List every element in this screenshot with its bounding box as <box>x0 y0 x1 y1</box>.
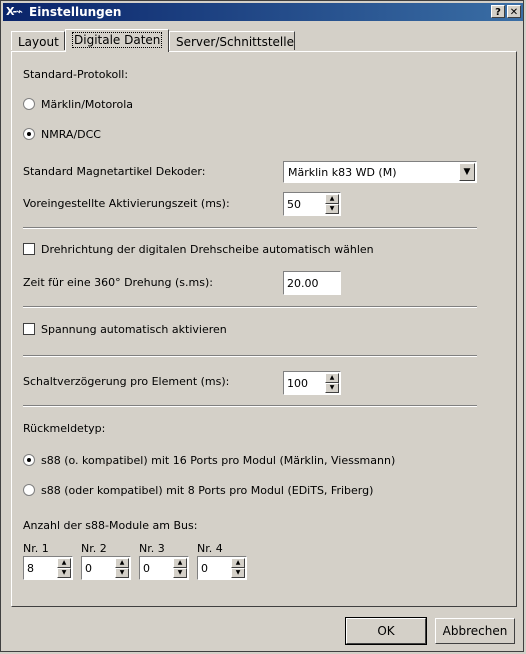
module-value: 8 <box>27 562 34 575</box>
radio-label: Märklin/Motorola <box>41 98 133 111</box>
module-label: Nr. 4 <box>197 542 223 555</box>
app-logo-icon: X-⌁ <box>6 5 22 18</box>
radio-label: s88 (o. kompatibel) mit 16 Ports pro Modul (Märklin, Viessmann) <box>41 454 396 467</box>
radio-maerklin-motorola[interactable] <box>23 98 35 110</box>
power-checkbox-label: Spannung automatisch aktivieren <box>41 323 227 336</box>
chevron-down-icon[interactable]: ▼ <box>459 163 475 181</box>
turntable-checkbox-label: Drehrichtung der digitalen Drehscheibe automatisch wählen <box>41 243 374 256</box>
module-label: Nr. 1 <box>23 542 49 555</box>
spin-up-icon[interactable]: ▲ <box>57 558 71 568</box>
close-icon[interactable]: ✕ <box>507 5 521 18</box>
tab-digitale-daten[interactable] <box>65 29 169 52</box>
radio-label: NMRA/DCC <box>41 128 101 141</box>
radio-selected-dot <box>27 458 31 462</box>
tab-layout[interactable] <box>11 31 65 50</box>
power-checkbox[interactable] <box>23 323 35 335</box>
radio-s88-8[interactable] <box>23 484 35 496</box>
cancel-button[interactable]: Abbrechen <box>435 618 515 644</box>
activation-spinbox[interactable] <box>283 192 341 216</box>
separator <box>23 306 477 308</box>
window-title: Einstellungen <box>29 5 122 19</box>
modules-heading: Anzahl der s88-Module am Bus: <box>23 519 198 532</box>
radio-label: s88 (oder kompatibel) mit 8 Ports pro Modul (EDiTS, Friberg) <box>41 484 374 497</box>
spin-down-icon[interactable]: ▼ <box>231 568 245 578</box>
protocol-heading: Standard-Protokoll: <box>23 68 129 81</box>
spin-up-icon[interactable]: ▲ <box>115 558 129 568</box>
turntable-time-value: 20.00 <box>287 277 319 290</box>
spin-up-icon[interactable]: ▲ <box>325 373 339 383</box>
activation-label: Voreingestellte Aktivierungszeit (ms): <box>23 197 230 210</box>
tab-label: Layout <box>18 35 59 49</box>
turntable-checkbox[interactable] <box>23 243 35 255</box>
feedback-heading: Rückmeldetyp: <box>23 422 106 435</box>
spin-down-icon[interactable]: ▼ <box>173 568 187 578</box>
spin-up-icon[interactable]: ▲ <box>231 558 245 568</box>
switch-delay-value: 100 <box>287 377 308 390</box>
module-3-spinbox[interactable] <box>139 556 189 580</box>
tab-label: Server/Schnittstelle <box>176 35 294 49</box>
decoder-value: Märklin k83 WD (M) <box>288 166 397 179</box>
spin-up-icon[interactable]: ▲ <box>173 558 187 568</box>
module-4-spinbox[interactable] <box>197 556 247 580</box>
module-value: 0 <box>201 562 208 575</box>
activation-value: 50 <box>287 198 301 211</box>
spin-down-icon[interactable]: ▼ <box>57 568 71 578</box>
module-2-spinbox[interactable] <box>81 556 131 580</box>
module-value: 0 <box>85 562 92 575</box>
spin-down-icon[interactable]: ▼ <box>115 568 129 578</box>
turntable-time-label: Zeit für eine 360° Drehung (s.ms): <box>23 276 213 289</box>
module-label: Nr. 2 <box>81 542 107 555</box>
module-1-spinbox[interactable] <box>23 556 73 580</box>
title-bar[interactable] <box>3 3 523 21</box>
switch-delay-spinbox[interactable] <box>283 371 341 395</box>
tab-server-schnittstelle[interactable] <box>169 31 295 50</box>
decoder-label: Standard Magnetartikel Dekoder: <box>23 165 206 178</box>
separator <box>23 405 477 407</box>
separator <box>23 355 477 357</box>
module-label: Nr. 3 <box>139 542 165 555</box>
radio-selected-dot <box>27 132 31 136</box>
separator <box>23 227 477 229</box>
radio-s88-16[interactable] <box>23 454 35 466</box>
turntable-time-field[interactable] <box>283 271 341 295</box>
decoder-select[interactable] <box>283 161 477 183</box>
help-button[interactable]: ? <box>491 5 505 18</box>
spin-up-icon[interactable]: ▲ <box>325 194 339 204</box>
module-value: 0 <box>143 562 150 575</box>
switch-delay-label: Schaltverzögerung pro Element (ms): <box>23 375 230 388</box>
radio-nmra-dcc[interactable] <box>23 128 35 140</box>
spin-down-icon[interactable]: ▼ <box>325 204 339 214</box>
ok-button[interactable]: OK <box>346 618 426 644</box>
tab-label: Digitale Daten <box>74 33 161 47</box>
spin-down-icon[interactable]: ▼ <box>325 383 339 393</box>
